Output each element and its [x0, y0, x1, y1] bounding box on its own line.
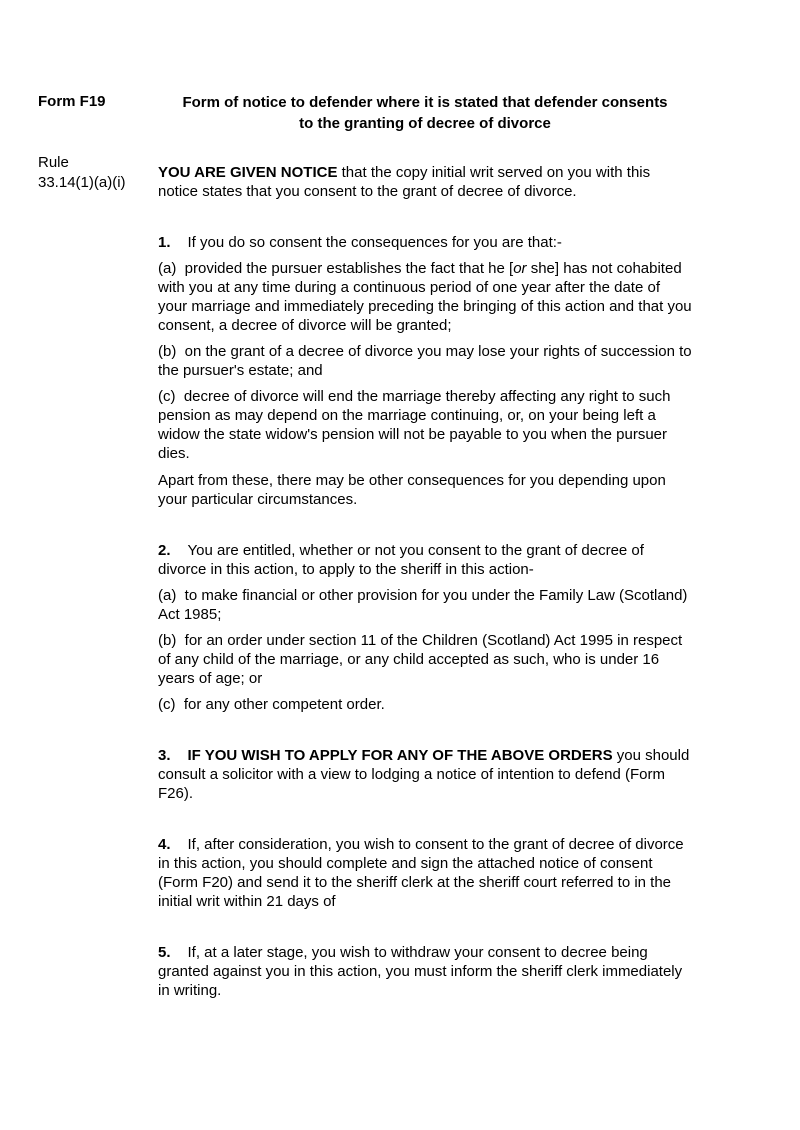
- section-3-number: 3.: [158, 747, 171, 764]
- section-1-item-c: (c) decree of divorce will end the marriage thereby affecting any right to such pension as may depend on the marriage continuing, or, on your being left a widow the state widow's pension will not be payable to you when the pursuer dies.: [158, 388, 671, 462]
- notice-paragraph: [158, 163, 692, 201]
- section-5-number: 5.: [158, 944, 171, 961]
- section-1-item-a: (a) provided the pursuer establishes the fact that he [or she] has not cohabited with you at any time during a continuous period of one year after the date of your marriage and immediately preceding the bringing of this action and that you consent, a decree of divorce will be granted;: [158, 260, 692, 334]
- section-1-number: 1.: [158, 234, 171, 251]
- body-row: [38, 153, 728, 1000]
- document-title: [158, 92, 692, 134]
- title-line-1: Form of notice to defender where it is stated that defender consents: [182, 94, 668, 111]
- rule-reference-line-1: Rule: [38, 154, 69, 171]
- main-text-column: [158, 153, 692, 1000]
- section-2-item-c: (c) for any other competent order.: [158, 696, 385, 713]
- section-5-paragraph: 5. If, at a later stage, you wish to withdraw your consent to decree being granted against you in this action, you must inform the sheriff clerk immediately in writing.: [158, 944, 683, 999]
- header-row: [38, 92, 728, 134]
- section-1-heading: 1. If you do so consent the consequences for you are that:-: [158, 234, 562, 251]
- rule-reference-line-2: 33.14(1)(a)(i): [38, 174, 126, 191]
- form-number-label: Form F19: [38, 93, 106, 110]
- rule-reference: [38, 153, 158, 1000]
- section-2-item-a: (a) to make financial or other provision for you under the Family Law (Scotland) Act 1985;: [158, 587, 688, 623]
- section-1-item-b: (b) on the grant of a decree of divorce you may lose your rights of succession to the pursuer's estate; and: [158, 343, 692, 379]
- section-4-number: 4.: [158, 836, 171, 853]
- section-3-paragraph: 3. IF YOU WISH TO APPLY FOR ANY OF THE ABOVE ORDERS you should consult a solicitor with a view to lodging a notice of intention to defend (Form F26).: [158, 747, 690, 802]
- notice-rest-text: that the copy initial writ served on you with this notice states that you consent to the grant of decree of divorce.: [158, 164, 651, 200]
- title-line-2: to the granting of decree of divorce: [299, 115, 551, 132]
- notice-bold-text: YOU ARE GIVEN NOTICE: [158, 164, 338, 181]
- section-3-bold-text: IF YOU WISH TO APPLY FOR ANY OF THE ABOVE ORDERS: [187, 747, 613, 764]
- section-2-heading: 2. You are entitled, whether or not you consent to the grant of decree of divorce in this action, to apply to the sheriff in this action-: [158, 542, 644, 578]
- section-4-paragraph: 4. If, after consideration, you wish to consent to the grant of decree of divorce in this action, you should complete and sign the attached notice of consent (Form F20) and send it to the sheriff clerk at the sheriff court referred to in the initial writ within 21 days of: [158, 836, 684, 910]
- section-2-item-b: (b) for an order under section 11 of the Children (Scotland) Act 1995 in respect of any child of the marriage, or any child accepted as such, who is under 16 years of age; or: [158, 632, 683, 687]
- section-1-closing-paragraph: Apart from these, there may be other consequences for you depending upon your particular circumstances.: [158, 472, 666, 508]
- section-2-number: 2.: [158, 542, 171, 559]
- italic-or: or: [513, 260, 527, 277]
